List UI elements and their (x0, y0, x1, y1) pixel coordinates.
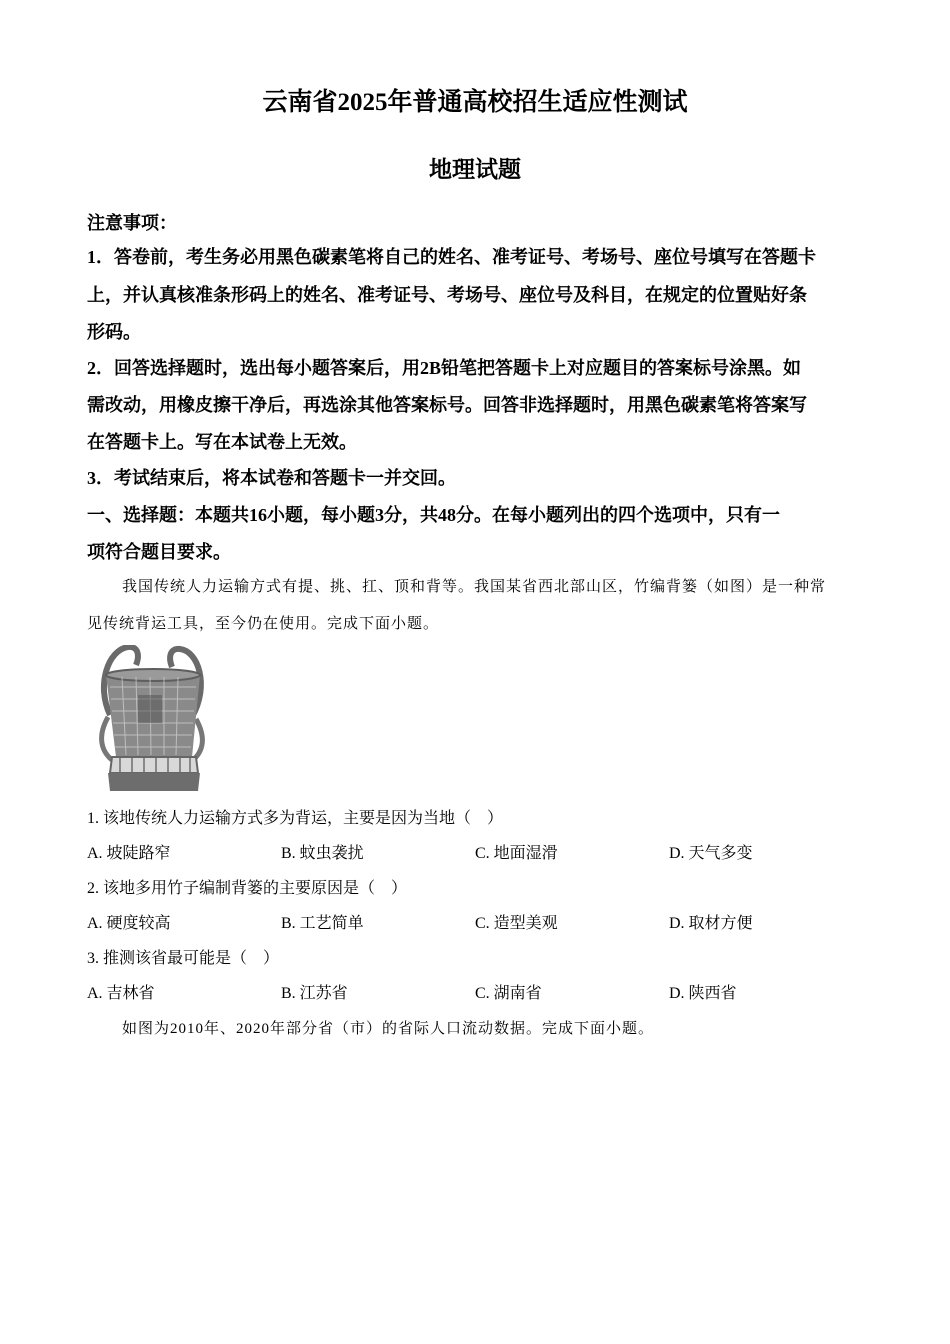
passage-text: 如图为2010年、2020年部分省（市）的省际人口流动数据。完成下面小题。 (122, 1021, 655, 1037)
option-c: C. 地面湿滑 (475, 845, 558, 862)
exam-subtitle: 地理试题 (429, 157, 521, 182)
exam-title: 云南省2025年普通高校招生适应性测试 (262, 89, 688, 116)
option-a: A. 硬度较高 (87, 915, 171, 932)
option-c: C. 湖南省 (475, 985, 542, 1002)
notice-line: 2．回答选择题时，选出每小题答案后，用2B铅笔把答题卡上对应题目的答案标号涂黑。如 (87, 358, 802, 378)
notice-line: 上，并认真核准条形码上的姓名、准考证号、考场号、座位号及科目，在规定的位置贴好条 (87, 285, 807, 305)
question-stem: 2. 该地多用竹子编制背篓的主要原因是（ ） (87, 880, 408, 897)
passage-text: 我国传统人力运输方式有提、挑、扛、顶和背等。我国某省西北部山区，竹编背篓（如图）是一种常 (122, 579, 827, 595)
option-c: C. 造型美观 (475, 915, 558, 932)
option-a: A. 坡陡路窄 (87, 845, 171, 862)
option-d: D. 取材方便 (669, 915, 753, 932)
section-heading: 项符合题目要求。 (87, 542, 231, 562)
bamboo-basket-image (88, 645, 216, 793)
option-b: B. 工艺简单 (281, 915, 364, 932)
notice-line: 3．考试结束后，将本试卷和答题卡一并交回。 (87, 468, 456, 488)
option-d: D. 陕西省 (669, 985, 737, 1002)
question-stem: 3. 推测该省最可能是（ ） (87, 950, 280, 967)
option-a: A. 吉林省 (87, 985, 155, 1002)
notice-line: 在答题卡上。写在本试卷上无效。 (87, 432, 357, 452)
option-d: D. 天气多变 (669, 845, 753, 862)
option-b: B. 蚊虫袭扰 (281, 845, 364, 862)
passage-text: 见传统背运工具，至今仍在使用。完成下面小题。 (87, 616, 440, 632)
notice-line: 需改动，用橡皮擦干净后，再选涂其他答案标号。回答非选择题时，用黑色碳素笔将答案写 (87, 395, 807, 415)
notice-heading: 注意事项： (87, 213, 177, 233)
question-stem: 1. 该地传统人力运输方式多为背运，主要是因为当地（ ） (87, 810, 504, 827)
section-heading: 一、选择题：本题共16小题，每小题3分，共48分。在每小题列出的四个选项中，只有一 (87, 505, 780, 525)
notice-line: 1．答卷前，考生务必用黑色碳素笔将自己的姓名、准考证号、考场号、座位号填写在答题卡 (87, 247, 816, 267)
option-b: B. 江苏省 (281, 985, 348, 1002)
notice-line: 形码。 (87, 322, 141, 342)
